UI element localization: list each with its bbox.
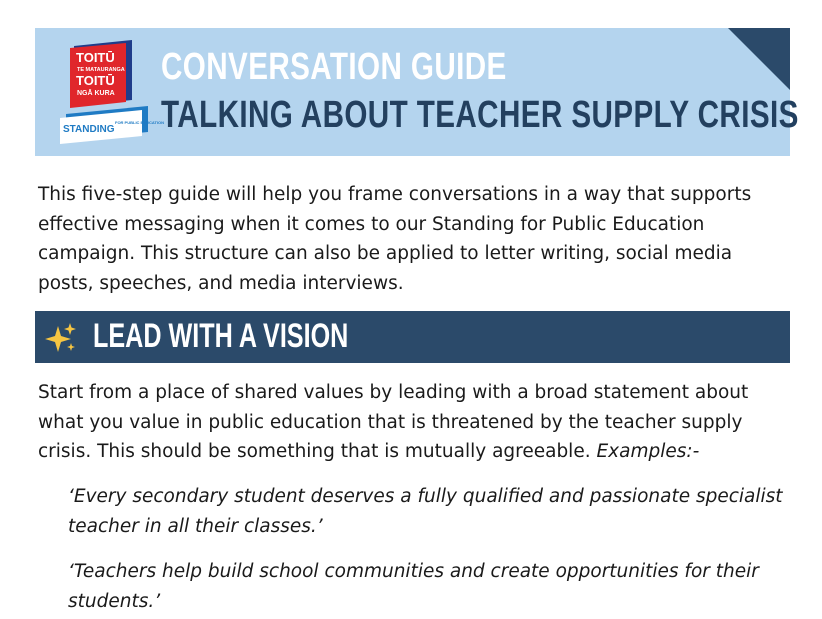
logo-text-5: STANDING [63, 124, 115, 135]
section-title: LEAD WITH A VISION [93, 317, 349, 355]
sparkles-icon [45, 322, 77, 354]
logo-text-2: TE MATAURANGA [77, 67, 125, 73]
page-subtitle: TALKING ABOUT TEACHER SUPPLY CRISIS [161, 94, 799, 136]
logo-text-6: FOR PUBLIC EDUCATION [115, 120, 165, 125]
logo-text-4: NGĀ KURA [77, 90, 115, 97]
intro-paragraph: This five-step guide will help you frame conversations in a way that supports effective messaging when it comes to our Standing for Public Education campaign. This structure can also be applied to letter writing, social media posts, speeches, and media interviews. [38, 184, 752, 294]
body-text: Start from a place of shared values by leading with a broad statement about what you value in public education that is threatened by the teacher supply crisis. This should be something that is mutually agreeable. [38, 382, 749, 462]
header-banner [35, 28, 799, 156]
corner-accent [728, 28, 790, 90]
example-quote-2: ‘Teachers help build school communities and create opportunities for their students.’ [68, 561, 759, 612]
logo-text-1: TOITŪ [76, 50, 115, 65]
logo-text-3: TOITŪ [76, 73, 115, 88]
campaign-logo [60, 40, 165, 148]
page-title: CONVERSATION GUIDE [161, 46, 507, 88]
body-paragraph [38, 378, 788, 467]
example-quote-1: ‘Every secondary student deserves a fully qualified and passionate specialist teacher in all their classes.’ [68, 486, 783, 537]
section-header [35, 311, 790, 363]
examples-label: Examples:- [596, 441, 700, 462]
